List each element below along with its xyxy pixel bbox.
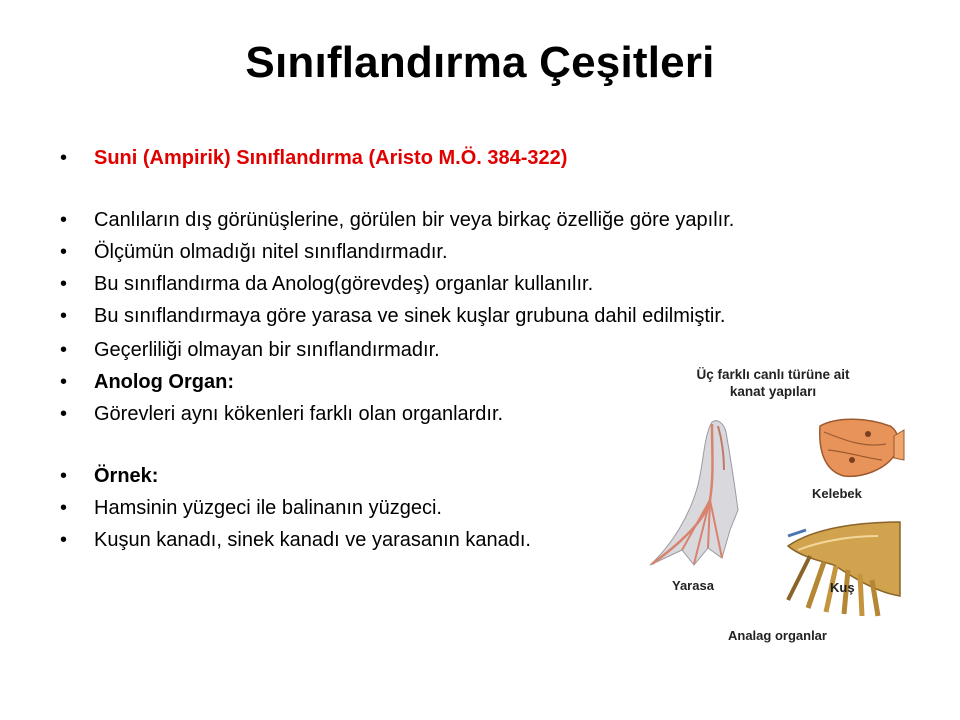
bullet-dot: • bbox=[60, 529, 68, 551]
bird-wing-image bbox=[788, 522, 900, 616]
bullet-dot: • bbox=[60, 403, 68, 425]
bullet-item bbox=[60, 144, 567, 172]
bat-label: Yarasa bbox=[672, 578, 714, 593]
butterfly-wing-image bbox=[820, 419, 904, 476]
bullet-item bbox=[60, 206, 734, 234]
bullet-dot: • bbox=[60, 241, 68, 263]
bullet-text: Bu sınıflandırmaya göre yarasa ve sinek kuşlar grubuna dahil edilmiştir. bbox=[94, 305, 726, 327]
wing-figure bbox=[638, 360, 908, 660]
bullet-text: Örnek: bbox=[94, 465, 159, 487]
bullet-dot: • bbox=[60, 339, 68, 361]
bullet-text: Suni (Ampirik) Sınıflandırma (Aristo M.Ö. 384-322) bbox=[94, 147, 568, 169]
bullet-text: Ölçümün olmadığı nitel sınıflandırmadır. bbox=[94, 241, 448, 263]
bullet-dot: • bbox=[60, 465, 68, 487]
wing-illustration bbox=[638, 360, 908, 660]
butterfly-label: Kelebek bbox=[812, 486, 862, 501]
bullet-dot: • bbox=[60, 497, 68, 519]
bullet-dot: • bbox=[60, 209, 68, 231]
bullet-item bbox=[60, 302, 725, 330]
figure-title-line: Üç farklı canlı türüne ait bbox=[696, 367, 850, 382]
bullet-item bbox=[60, 400, 503, 428]
slide-title: Sınıflandırma Çeşitleri bbox=[245, 38, 715, 87]
bullet-dot: • bbox=[60, 147, 68, 169]
bullet-item bbox=[60, 238, 448, 266]
bat-wing-image bbox=[650, 421, 738, 565]
bullet-text: Geçerliliği olmayan bir sınıflandırmadır. bbox=[94, 339, 440, 361]
bullet-text: Hamsinin yüzgeci ile balinanın yüzgeci. bbox=[94, 497, 442, 519]
bullet-dot: • bbox=[60, 305, 68, 327]
bullet-text: Canlıların dış görünüşlerine, görülen bir veya birkaç özelliğe göre yapılır. bbox=[94, 209, 735, 231]
bird-label: Kuş bbox=[830, 580, 855, 595]
figure-caption: Analag organlar bbox=[728, 628, 827, 643]
bullet-item bbox=[60, 270, 593, 298]
bullet-text: Anolog Organ: bbox=[94, 371, 234, 393]
bullet-item bbox=[60, 462, 158, 490]
bullet-item bbox=[60, 526, 531, 554]
figure-title-line: kanat yapıları bbox=[729, 384, 817, 399]
bullet-dot: • bbox=[60, 273, 68, 295]
bullet-dot: • bbox=[60, 371, 68, 393]
bullet-text: Görevleri aynı kökenleri farklı olan organlardır. bbox=[94, 403, 504, 425]
bullet-text: Bu sınıflandırma da Anolog(görevdeş) organlar kullanılır. bbox=[94, 273, 594, 295]
bullet-item bbox=[60, 368, 234, 396]
bullet-text: Kuşun kanadı, sinek kanadı ve yarasanın kanadı. bbox=[94, 529, 531, 551]
bullet-item bbox=[60, 494, 442, 522]
bullet-item bbox=[60, 336, 440, 364]
